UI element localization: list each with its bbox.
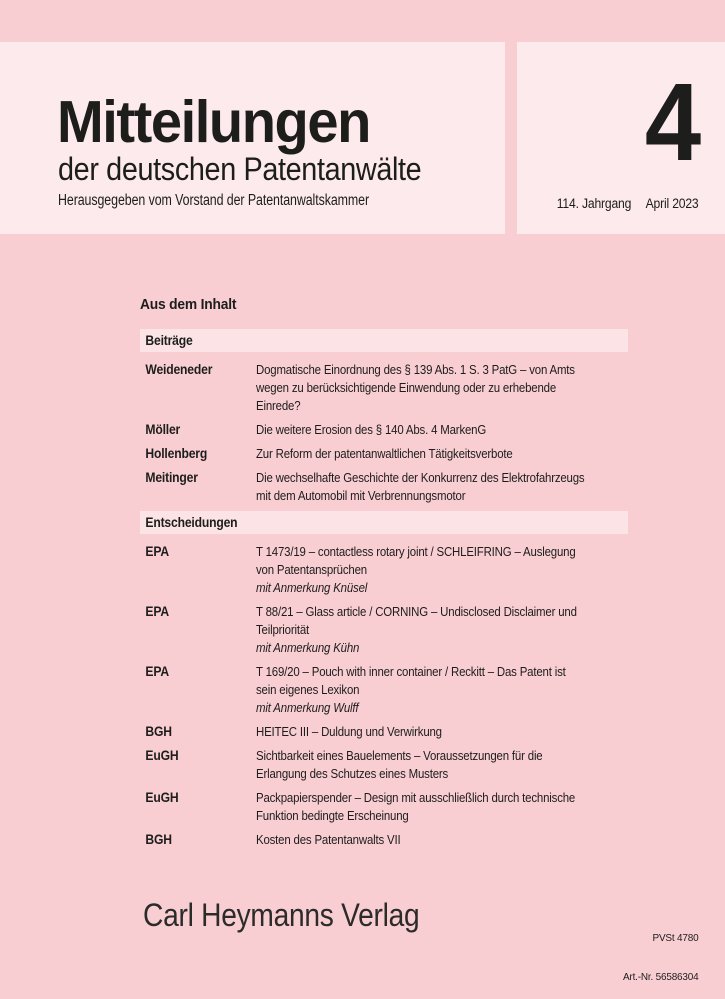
entry-body xyxy=(256,789,628,825)
footer-codes xyxy=(622,906,698,999)
entry-author: Meitinger xyxy=(145,470,198,485)
toc-entry xyxy=(140,789,628,825)
toc-entry xyxy=(140,603,628,657)
entry-body xyxy=(256,361,628,415)
entry-author: EPA xyxy=(145,664,169,679)
entry-author: EuGH xyxy=(145,748,179,763)
journal-subtitle: der deutschen Patentanwälte xyxy=(58,151,422,187)
entry-title: Die wechselhafte Geschichte der Konkurrenz des Elektrofahrzeugs mit dem Automobil mit Verbrennungsmotor xyxy=(256,470,585,503)
publisher-line: Herausgegeben vom Vorstand der Patentanwaltskammer xyxy=(58,192,369,209)
entry-title: HEITEC III – Duldung und Verwirkung xyxy=(256,724,442,739)
issue-date-label: April 2023 xyxy=(646,196,699,211)
entry-body xyxy=(256,663,628,717)
article-number: Art.-Nr. 56586304 xyxy=(622,971,698,983)
toc-entry xyxy=(140,747,628,783)
toc-entry xyxy=(140,723,628,741)
toc-entry xyxy=(140,361,628,415)
entry-author: Hollenberg xyxy=(145,446,208,461)
table-of-contents xyxy=(140,296,628,855)
entry-body xyxy=(256,747,628,783)
entry-title: T 1473/19 – contactless rotary joint / SCHLEIFRING – Auslegung von Patentansprüchen xyxy=(256,544,576,577)
entry-title: T 88/21 – Glass article / CORNING – Undisclosed Disclaimer und Teilpriorität xyxy=(256,604,577,637)
toc-heading: Aus dem Inhalt xyxy=(140,296,237,313)
entry-author: Weideneder xyxy=(145,362,213,377)
section-title: Beiträge xyxy=(145,333,193,348)
entry-body xyxy=(256,603,628,657)
entry-body xyxy=(256,421,628,439)
entry-author: Möller xyxy=(145,422,181,437)
toc-entry xyxy=(140,543,628,597)
toc-section xyxy=(140,511,628,849)
postal-id: PVSt 4780 xyxy=(652,932,698,944)
toc-entry xyxy=(140,663,628,717)
toc-sections xyxy=(140,329,628,849)
journal-title: Mitteilungen xyxy=(57,89,370,155)
entry-title: Zur Reform der patentanwaltlichen Tätigkeitsverbote xyxy=(256,446,513,461)
entry-title: Sichtbarkeit eines Bauelements – Voraussetzungen für die Erlangung des Schutzes eines Musters xyxy=(256,748,543,781)
entry-author: BGH xyxy=(145,724,172,739)
entry-body xyxy=(256,445,628,463)
entry-author: EPA xyxy=(145,544,169,559)
section-title: Entscheidungen xyxy=(145,515,238,530)
toc-entry xyxy=(140,831,628,849)
section-header-band xyxy=(140,329,628,352)
entry-annotation: mit Anmerkung Kühn xyxy=(256,640,360,655)
entry-title: T 169/20 – Pouch with inner container / Reckitt – Das Patent ist sein eigenes Lexikon xyxy=(256,664,566,697)
entry-body xyxy=(256,723,628,741)
entry-body xyxy=(256,469,629,505)
issue-meta xyxy=(557,196,699,211)
toc-entry xyxy=(140,421,628,439)
entry-author: BGH xyxy=(145,832,172,847)
entry-author: EuGH xyxy=(145,790,179,805)
publisher-name: Carl Heymanns Verlag xyxy=(143,897,420,933)
issue-number: 4 xyxy=(644,61,701,184)
entry-author: EPA xyxy=(145,604,169,619)
section-header-band xyxy=(140,511,628,534)
volume-label: 114. Jahrgang xyxy=(557,196,632,211)
entry-body xyxy=(256,831,628,849)
entry-body xyxy=(256,543,628,597)
entry-annotation: mit Anmerkung Wulff xyxy=(256,700,359,715)
toc-entry xyxy=(140,469,628,505)
toc-entry xyxy=(140,445,628,463)
entry-title: Kosten des Patentanwalts VII xyxy=(256,832,401,847)
entry-annotation: mit Anmerkung Knüsel xyxy=(256,580,368,595)
toc-section xyxy=(140,329,628,505)
entry-title: Die weitere Erosion des § 140 Abs. 4 MarkenG xyxy=(256,422,487,437)
entry-title: Dogmatische Einordnung des § 139 Abs. 1 S. 3 PatG – von Amts wegen zu berücksichtigende Einwendung oder zu erhebende Einrede? xyxy=(256,362,575,413)
entry-title: Packpapierspender – Design mit ausschließlich durch technische Funktion bedingte Erscheinung xyxy=(256,790,576,823)
